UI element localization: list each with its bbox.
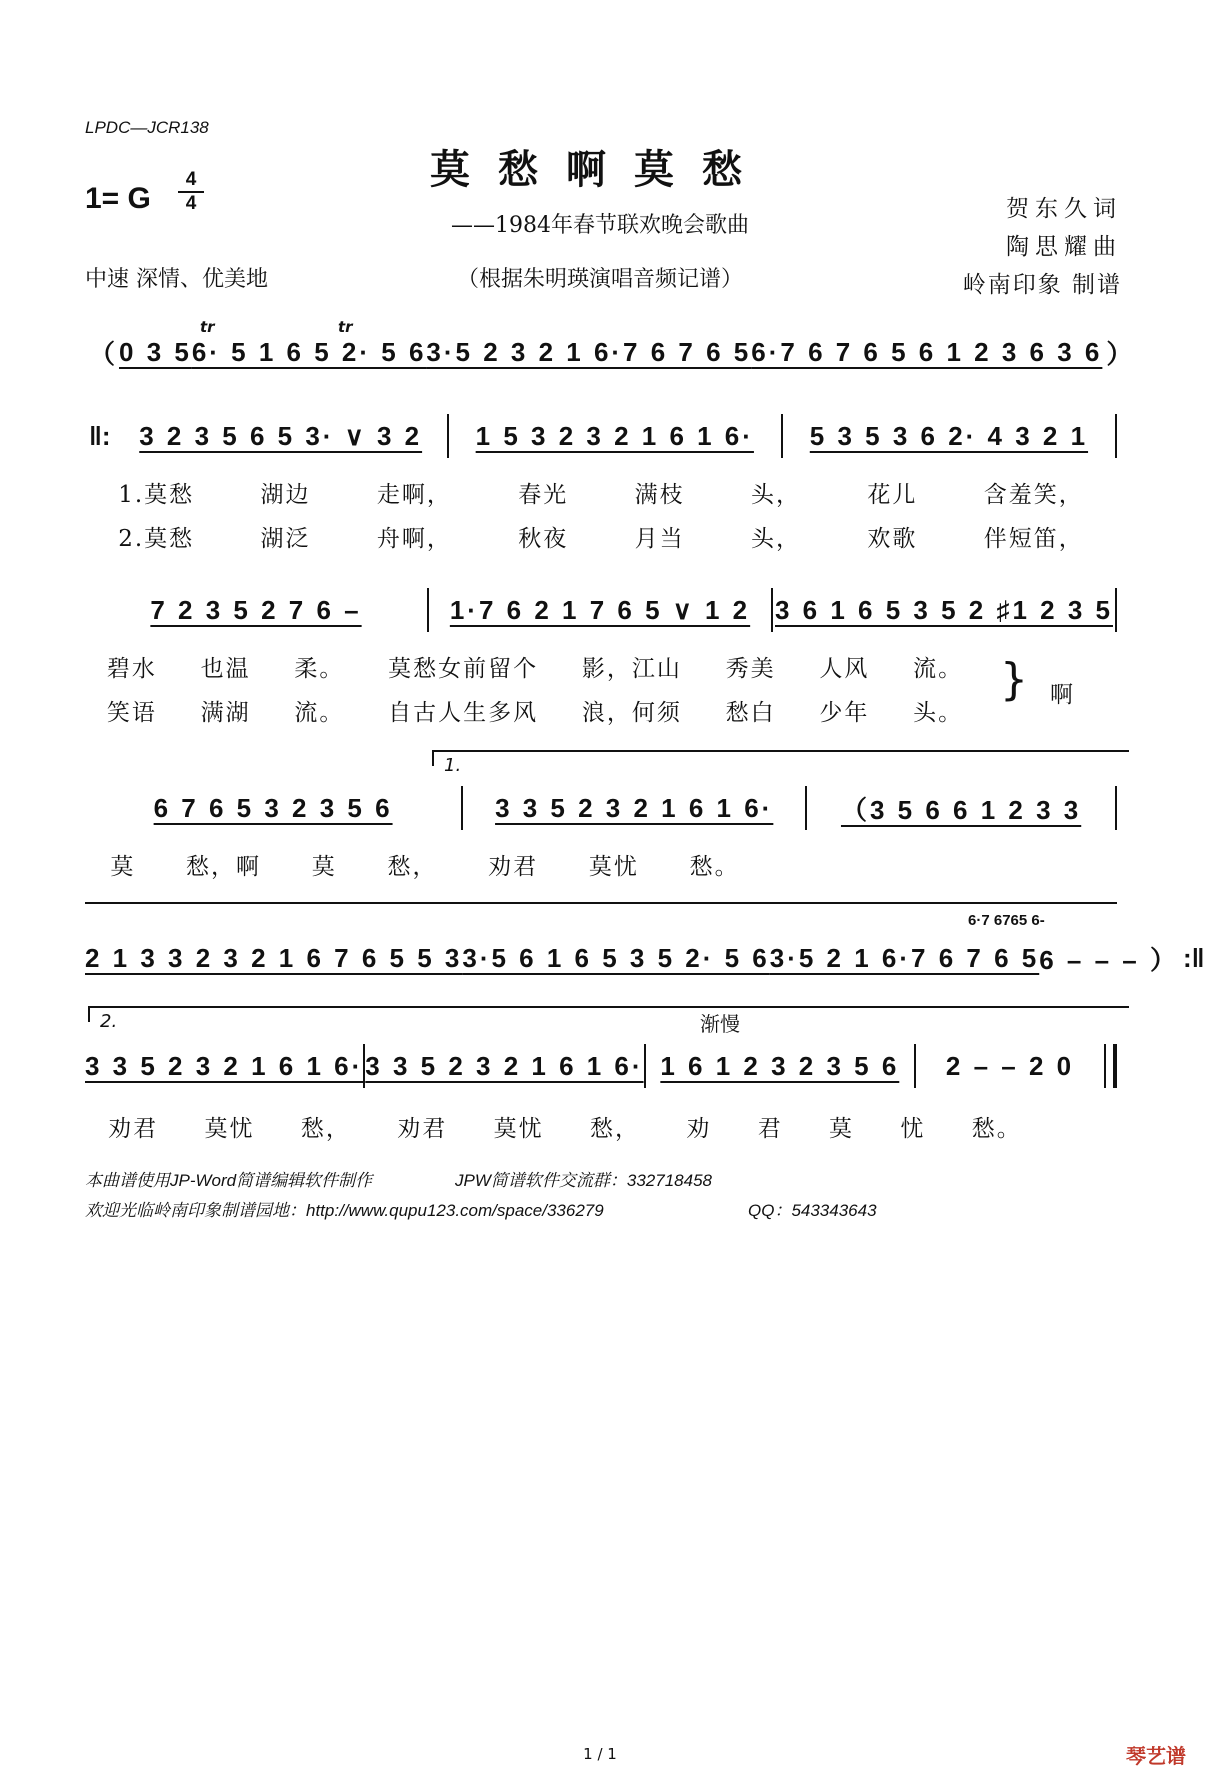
- lyric: 劝: [686, 1116, 712, 1142]
- barline: [1115, 588, 1117, 632]
- lyric: 头，: [751, 526, 802, 552]
- rit-marking: 渐慢: [700, 1012, 740, 1036]
- lyrics-verse2-a: [85, 520, 1117, 553]
- lyric: 莫: [829, 1116, 855, 1142]
- time-top: 4: [185, 169, 197, 190]
- lyric: 1.莫愁: [118, 482, 195, 508]
- measure: 1·7 6 2 1 7 6 5 ∨ 1 2: [449, 594, 751, 625]
- lyrics-chorus-1: [85, 848, 765, 881]
- lyric: 柔。: [294, 656, 345, 682]
- score-row-6: [85, 1044, 1117, 1088]
- lyric: 愁。: [971, 1116, 1022, 1142]
- volta-2: 2.: [88, 1006, 1129, 1022]
- measure: 1 6 1 2 3 2 3 5 6: [660, 1050, 900, 1081]
- score-code: LPDC—JCR138: [85, 118, 209, 137]
- lyric: 影，江山: [581, 656, 682, 682]
- score-row-5: [85, 936, 1205, 980]
- key-signature: 1= G: [85, 182, 151, 215]
- lyric: 愁，啊: [186, 854, 262, 880]
- measure: 3 3 5 2 3 2 1 6 1 6·: [365, 1050, 644, 1081]
- lyrics-verse1-a: [85, 476, 1117, 509]
- lyric: 忧: [900, 1116, 926, 1142]
- lyric: 含羞笑，: [983, 482, 1084, 508]
- lyric: 秀美: [725, 656, 776, 682]
- lyric: 君: [757, 1116, 783, 1142]
- row-lead: （: [89, 338, 116, 369]
- subtitle: ——1984年春节联欢晚会歌曲: [451, 213, 749, 238]
- footer-website: 欢迎光临岭南印象制谱园地：http://www.qupu123.com/space/336279: [85, 1201, 604, 1220]
- composer: 陶思耀曲: [1006, 234, 1122, 260]
- lyric: 莫: [110, 854, 136, 880]
- footer-qq: QQ：543343643: [748, 1201, 877, 1220]
- lyric: 满湖: [200, 700, 251, 726]
- barline: [1115, 414, 1117, 458]
- tempo-marking: 中速 深情、优美地: [85, 267, 268, 292]
- measure: 6 – – – ）: [1039, 944, 1179, 975]
- song-title: 莫愁啊莫愁: [430, 146, 770, 193]
- time-bottom: 4: [185, 193, 197, 214]
- measure: 5 3 5 3 6 2· 4 3 2 1: [809, 420, 1089, 451]
- lyric: 劝君: [397, 1116, 448, 1142]
- lyricist: 贺东久词: [1006, 196, 1122, 222]
- lyric: 欢歌: [867, 526, 918, 552]
- lyric-ah: 啊: [1050, 682, 1073, 708]
- score-row-4: [85, 786, 1117, 830]
- trill-mark: tr: [338, 318, 353, 336]
- measure: 3·5 2 3 2 1 6·7 6 7 6 5: [426, 336, 752, 367]
- measure: 2 1 3 3 2 3 2 1 6 7 6 5 5 3: [85, 942, 463, 973]
- lyric: 莫忧: [493, 1116, 544, 1142]
- lyric: 湖泛: [260, 526, 311, 552]
- measure: 3 3 5 2 3 2 1 6 1 6·: [495, 792, 774, 823]
- measure: 1 5 3 2 3 2 1 6 1 6·: [475, 420, 754, 451]
- volta-1: 1.: [432, 750, 1129, 766]
- repeat-end: :‖: [1182, 942, 1205, 973]
- lyric: 浪，何须: [581, 700, 682, 726]
- measure: 3·5 2 1 6·7 6 7 6 5: [769, 942, 1040, 973]
- measure: 6·7 6 7 6 5 6 1 2 3 6 3 6: [751, 336, 1103, 367]
- lyrics-verse1-b: [85, 650, 985, 683]
- footer-software: 本曲谱使用JP-Word简谱编辑软件制作: [85, 1171, 373, 1190]
- barline: [1115, 786, 1117, 830]
- lyric: 流。: [913, 656, 964, 682]
- lyric: 头。: [913, 700, 964, 726]
- lyrics-chorus-2: [85, 1110, 1045, 1143]
- measure: 3·5 6 1 6 5 3 5 2· 5 6: [462, 942, 770, 973]
- lyric: 花儿: [867, 482, 918, 508]
- score-row-2: [85, 414, 1117, 458]
- lyric: 秋夜: [518, 526, 569, 552]
- bracket-line: [85, 902, 1117, 904]
- score-row-3: [85, 588, 1117, 632]
- measure: （3 5 6 6 1 2 3 3: [840, 794, 1082, 825]
- lyric: 湖边: [260, 482, 311, 508]
- lyric: 也温: [200, 656, 251, 682]
- measure: 7 2 3 5 2 7 6 –: [150, 594, 362, 625]
- lyric: 伴短笛，: [983, 526, 1084, 552]
- trill-mark: tr: [200, 318, 215, 336]
- brace: }: [1000, 654, 1028, 705]
- lyric: 愁，: [300, 1116, 351, 1142]
- lyric: 自古人生多风: [388, 700, 539, 726]
- measure: 6 7 6 5 3 2 3 5 6: [153, 792, 393, 823]
- lyric: 月当: [634, 526, 685, 552]
- footer-group: JPW简谱软件交流群：332718458: [455, 1171, 712, 1190]
- lyric: 劝君: [108, 1116, 159, 1142]
- site-logo: 琴艺谱: [1126, 1744, 1186, 1768]
- lyric: 2.莫愁: [118, 526, 195, 552]
- lyrics-verse2-b: [85, 694, 985, 727]
- measure: 3 2 3 5 6 5 3· ∨ 3 2: [139, 420, 423, 451]
- page-number: 1 / 1: [583, 1745, 617, 1763]
- lyric: 愁。: [689, 854, 740, 880]
- final-barline: [1104, 1044, 1117, 1088]
- lyric: 人风: [819, 656, 870, 682]
- lyric: 愁，: [387, 854, 438, 880]
- arranger: 岭南印象 制谱: [962, 272, 1122, 298]
- lyric: 流。: [294, 700, 345, 726]
- repeat-start: ‖:: [89, 420, 111, 451]
- lyric: 春光: [518, 482, 569, 508]
- measure: 0 3 5: [119, 336, 192, 367]
- measure: 3 6 1 6 5 3 5 2 ♯1 2 3 5: [775, 594, 1113, 625]
- lyric: 笑语: [106, 700, 157, 726]
- lyric: 劝君: [488, 854, 539, 880]
- lyric: 莫忧: [588, 854, 639, 880]
- measure: 2 – – 2 0: [945, 1050, 1075, 1081]
- lyric: 头，: [751, 482, 802, 508]
- lyric: 愁白: [725, 700, 776, 726]
- lyric: 少年: [819, 700, 870, 726]
- row-trail: ）: [1106, 338, 1133, 369]
- transcription-note: （根据朱明瑛演唱音频记谱）: [456, 267, 743, 292]
- lyric: 走啊，: [376, 482, 452, 508]
- lyric: 莫: [311, 854, 337, 880]
- lyric: 莫忧: [204, 1116, 255, 1142]
- measure: 6· 5 1 6 5 2· 5 6: [191, 336, 427, 367]
- lyric: 碧水: [106, 656, 157, 682]
- small-notes: 6·7 6765 6-: [968, 912, 1045, 929]
- measure: 3 3 5 2 3 2 1 6 1 6·: [85, 1050, 364, 1081]
- score-row-1: [85, 330, 1133, 374]
- lyric: 舟啊，: [376, 526, 452, 552]
- lyric: 愁，: [589, 1116, 640, 1142]
- lyric: 莫愁女前留个: [388, 656, 539, 682]
- lyric: 满枝: [634, 482, 685, 508]
